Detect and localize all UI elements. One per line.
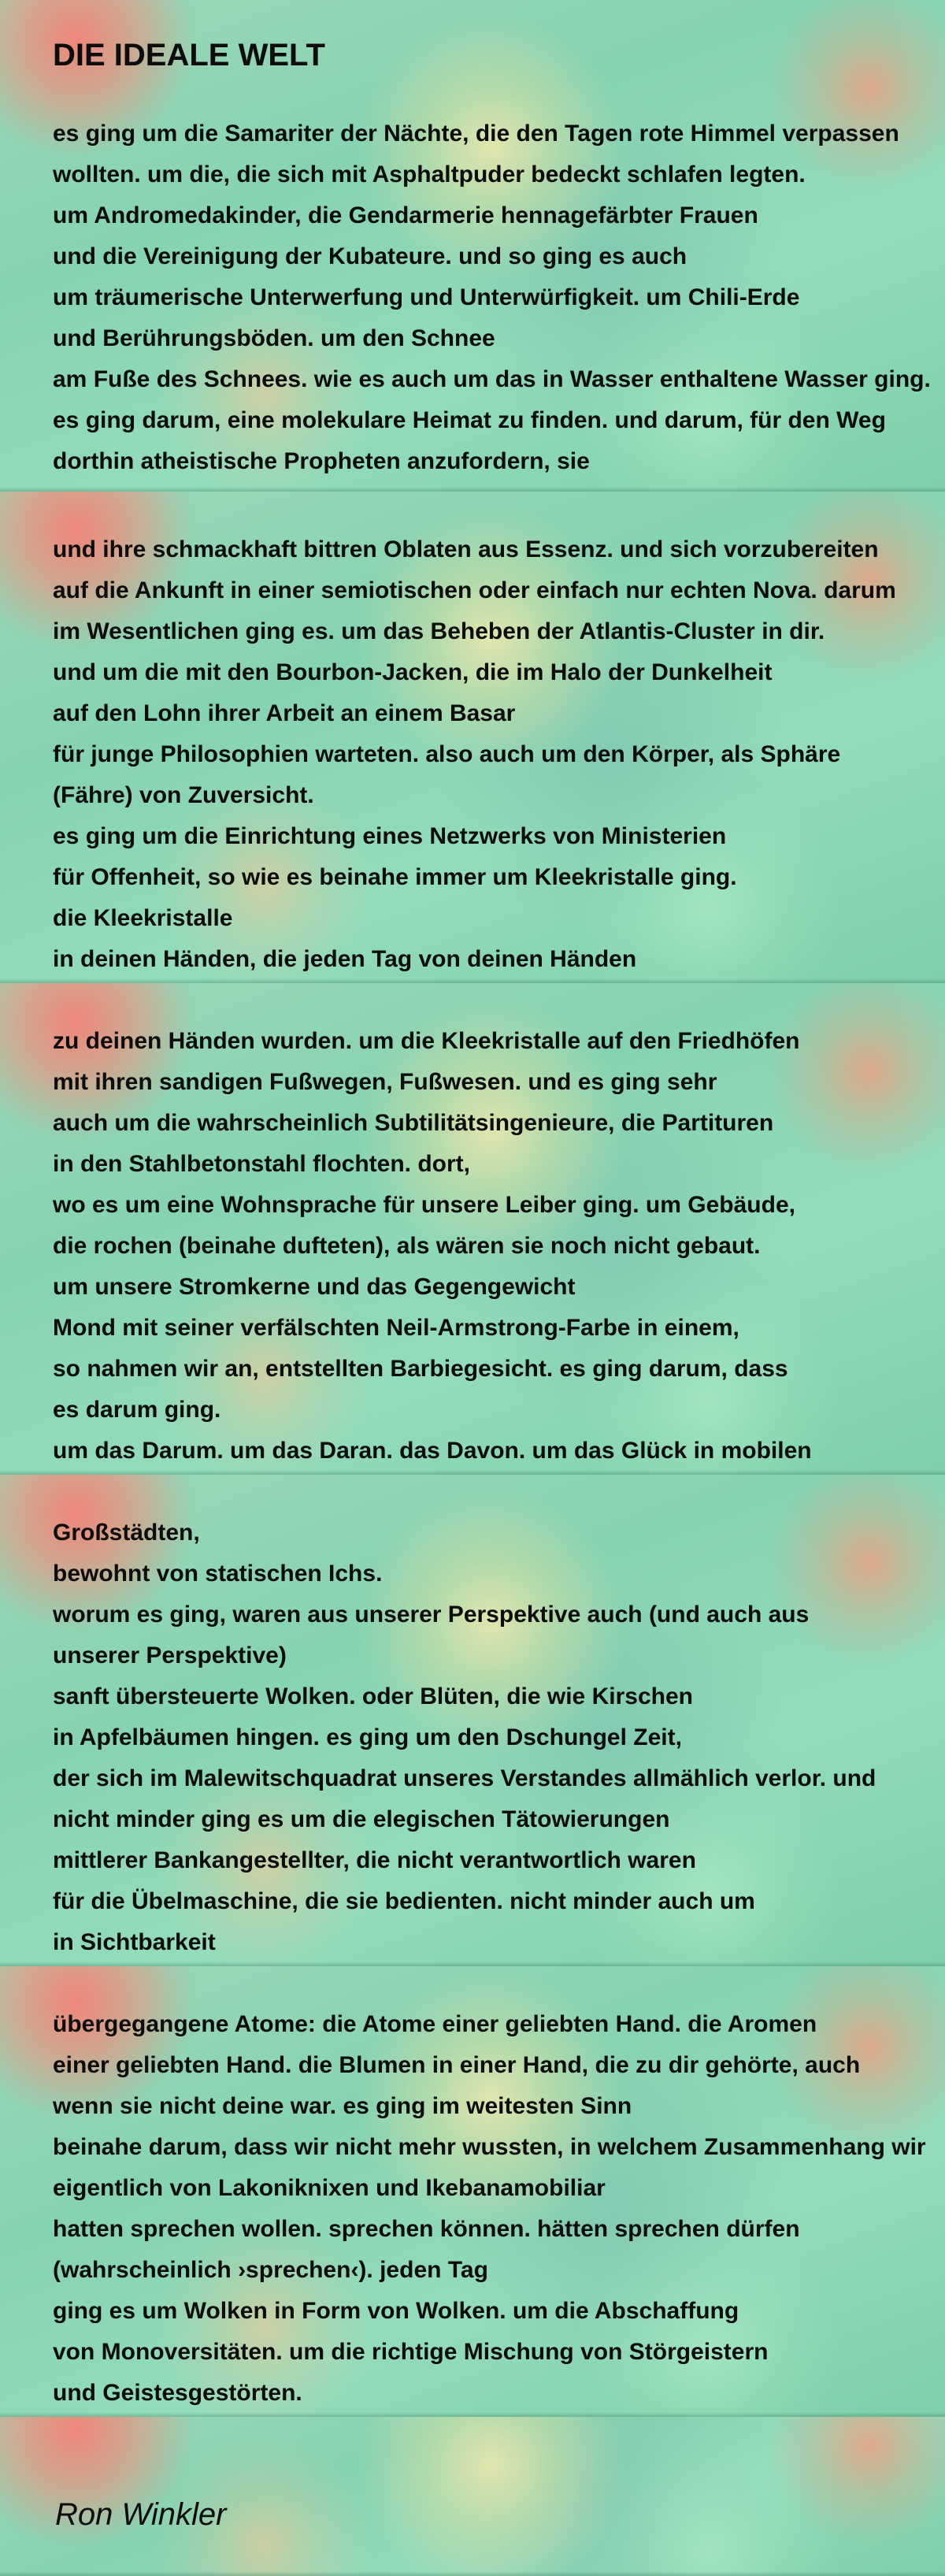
poem-stanza-2 (53, 529, 896, 980)
poem-line: zu deinen Händen wurden. um die Kleekristalle auf den Friedhöfen (53, 1028, 800, 1054)
poem-line: und Berührungsböden. um den Schnee (53, 325, 495, 351)
poem-line: sanft übersteuerte Wolken. oder Blüten, die wie Kirschen (53, 1683, 693, 1709)
poem-line: worum es ging, waren aus unserer Perspektive auch (und auch aus (53, 1602, 810, 1628)
poem-line: auf den Lohn ihrer Arbeit an einem Basar (53, 700, 516, 726)
poem-line: in deinen Händen, die jeden Tag von deinen Händen (53, 946, 637, 972)
poem-line: Großstädten, (53, 1520, 200, 1546)
poem-stanza-1 (53, 113, 931, 482)
poem-line: um das Darum. um das Daran. das Davon. um das Glück in mobilen (53, 1438, 812, 1464)
poem-line: für junge Philosophien warteten. also auch um den Körper, als Sphäre (53, 741, 841, 767)
poem-author: Ron Winkler (55, 2497, 227, 2532)
poem-line: der sich im Malewitschquadrat unseres Verstandes allmählich verlor. und (53, 1765, 876, 1791)
poem-line: nicht minder ging es um die elegischen Tätowierungen (53, 1806, 670, 1832)
poem-line: mittlerer Bankangestellter, die nicht verantwortlich waren (53, 1847, 696, 1873)
poem-stanza-4 (53, 1513, 876, 1963)
poem-line: ging es um Wolken in Form von Wolken. um die Abschaffung (53, 2298, 739, 2324)
author-panel (0, 2417, 945, 2576)
poem-stanza-5 (53, 2004, 926, 2414)
poem-line: die rochen (beinahe dufteten), als wären sie noch nicht gebaut. (53, 1233, 761, 1259)
poem-line: um träumerische Unterwerfung und Unterwürfigkeit. um Chili-Erde (53, 284, 800, 310)
poem-line: in Apfelbäumen hingen. es ging um den Dschungel Zeit, (53, 1724, 682, 1750)
poem-line: eigentlich von Lakoniknixen und Ikebanamobiliar (53, 2175, 606, 2201)
poem-line: von Monoversitäten. um die richtige Mischung von Störgeistern (53, 2339, 769, 2365)
poem-line: unserer Perspektive) (53, 1642, 287, 1668)
poem-line: es ging darum, eine molekulare Heimat zu finden. und darum, für den Weg (53, 407, 886, 433)
poem-line: hatten sprechen wollen. sprechen können. hätten sprechen dürfen (53, 2216, 800, 2242)
poem-title: DIE IDEALE WELT (53, 38, 325, 72)
poem-line: wollten. um die, die sich mit Asphaltpuder bedeckt schlafen legten. (53, 161, 806, 187)
poem-line: es darum ging. (53, 1397, 221, 1423)
poem-panel-3 (0, 983, 945, 1475)
poem-line: auch um die wahrscheinlich Subtilitätsingenieure, die Partituren (53, 1110, 774, 1136)
poem-line: (wahrscheinlich ›sprechen‹). jeden Tag (53, 2257, 488, 2283)
poem-line: dorthin atheistische Propheten anzufordern, sie (53, 448, 590, 474)
poem-line: um unsere Stromkerne und das Gegengewicht (53, 1274, 576, 1300)
poem-line: (Fähre) von Zuversicht. (53, 782, 314, 808)
poem-panel-4 (0, 1475, 945, 1966)
poem-line: und um die mit den Bourbon-Jacken, die im Halo der Dunkelheit (53, 659, 773, 685)
poem-line: auf die Ankunft in einer semiotischen oder einfach nur echten Nova. darum (53, 577, 896, 603)
poem-panel-5 (0, 1966, 945, 2417)
poem-line: für die Übelmaschine, die sie bedienten. nicht minder auch um (53, 1888, 755, 1914)
poem-line: und Geistesgestörten. (53, 2380, 302, 2406)
poem-line: am Fuße des Schnees. wie es auch um das in Wasser enthaltene Wasser ging. (53, 366, 931, 392)
poem-line: und die Vereinigung der Kubateure. und so ging es auch (53, 243, 687, 269)
poem-line: im Wesentlichen ging es. um das Beheben der Atlantis-Cluster in dir. (53, 618, 825, 644)
poem-line: wenn sie nicht deine war. es ging im weitesten Sinn (53, 2093, 632, 2119)
poem-line: die Kleekristalle (53, 905, 233, 931)
poem-stanza-3 (53, 1021, 812, 1472)
poem-panel-1 (0, 0, 945, 492)
poem-line: in den Stahlbetonstahl flochten. dort, (53, 1151, 470, 1177)
poem-line: so nahmen wir an, entstellten Barbiegesicht. es ging darum, dass (53, 1356, 788, 1382)
poem-line: Mond mit seiner verfälschten Neil-Armstrong-Farbe in einem, (53, 1315, 739, 1341)
poem-line: bewohnt von statischen Ichs. (53, 1561, 383, 1587)
poem-panel-2 (0, 492, 945, 983)
poem-line: übergegangene Atome: die Atome einer geliebten Hand. die Aromen (53, 2011, 817, 2037)
poem-line: mit ihren sandigen Fußwegen, Fußwesen. und es ging sehr (53, 1069, 717, 1095)
poem-line: wo es um eine Wohnsprache für unsere Leiber ging. um Gebäude, (53, 1192, 795, 1218)
poem-line: einer geliebten Hand. die Blumen in einer Hand, die zu dir gehörte, auch (53, 2052, 861, 2078)
poem-line: für Offenheit, so wie es beinahe immer um Kleekristalle ging. (53, 864, 737, 890)
poem-line: beinahe darum, dass wir nicht mehr wussten, in welchem Zusammenhang wir (53, 2134, 926, 2160)
poem-line: es ging um die Einrichtung eines Netzwerks von Ministerien (53, 823, 727, 849)
poem-line: in Sichtbarkeit (53, 1929, 216, 1955)
poem-line: und ihre schmackhaft bittren Oblaten aus Essenz. und sich vorzubereiten (53, 536, 879, 562)
poem-line: es ging um die Samariter der Nächte, die den Tagen rote Himmel verpassen (53, 121, 899, 147)
poem-line: um Andromedakinder, die Gendarmerie hennagefärbter Frauen (53, 202, 758, 228)
